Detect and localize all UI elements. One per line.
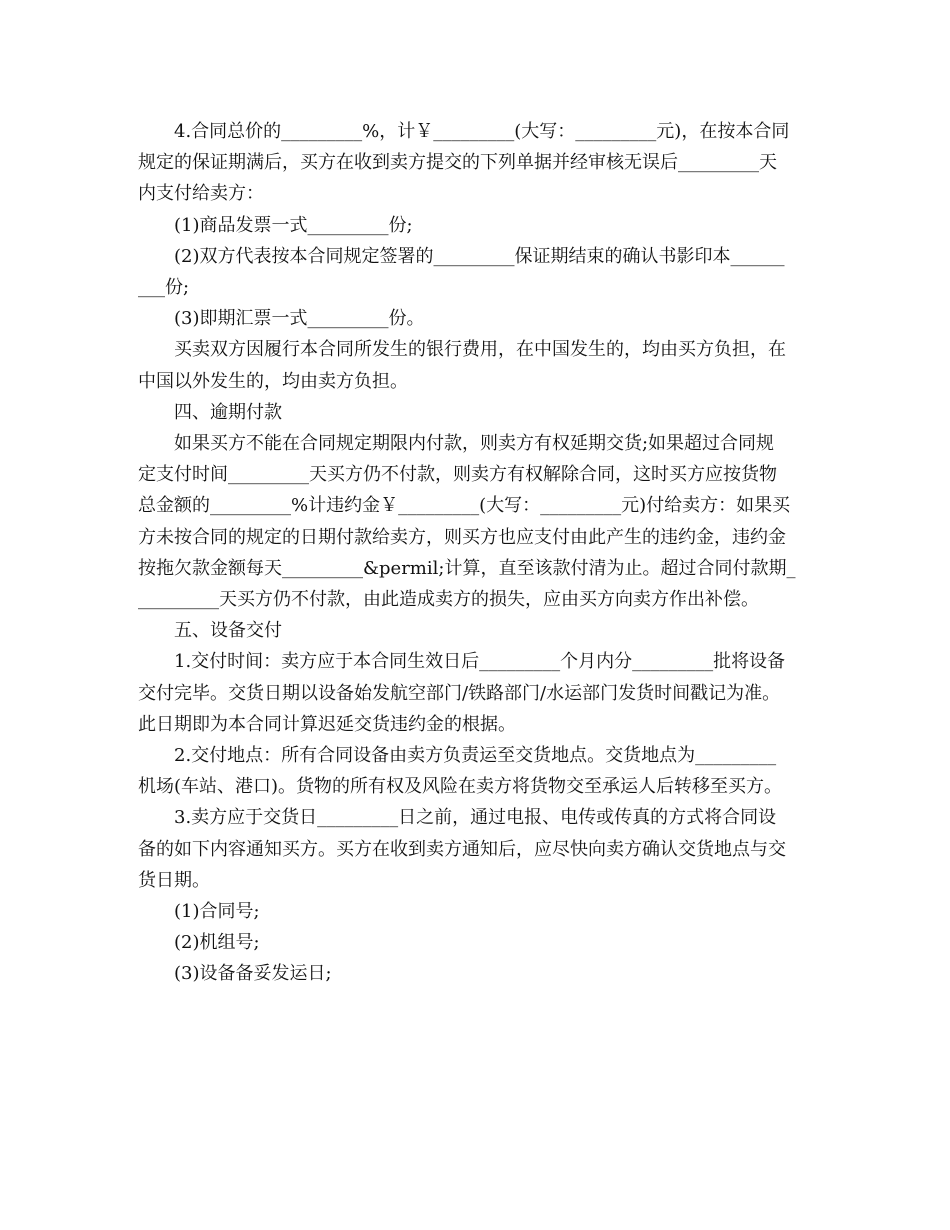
clause-4-total-price	[138, 116, 814, 210]
text-line: 内支付给卖方：	[138, 183, 264, 205]
delivery-notice	[138, 802, 814, 896]
text-line: (2)机组号;	[174, 932, 260, 954]
section-5-heading	[138, 615, 814, 646]
text-line: 此日期即为本合同计算迟延交货违约金的根据。	[138, 713, 516, 735]
text-line: 四、逾期付款	[174, 401, 282, 423]
item-1-invoice	[138, 210, 814, 241]
notice-item-1	[138, 896, 814, 927]
text-line: 定支付时间_________天买方仍不付款，则卖方有权解除合同，这时买方应按货物	[138, 464, 777, 486]
delivery-time	[138, 646, 814, 740]
delivery-place	[138, 740, 814, 802]
notice-item-2	[138, 927, 814, 958]
item-2-confirmation	[138, 241, 814, 303]
text-line: 按拖欠款金额每天_________&permil;计算，直至该款付清为止。超过合同付款期_	[138, 557, 796, 579]
text-line: 总金额的_________%计违约金￥_________(大写：_________元)付给卖方：如果买	[138, 495, 791, 517]
text-line: (3)即期汇票一式_________份。	[174, 308, 425, 330]
text-line: 货日期。	[138, 869, 210, 891]
notice-item-3	[138, 958, 814, 989]
text-line: 1.交付时间：卖方应于本合同生效日后_________个月内分_________批将设备	[174, 651, 786, 673]
text-line: 3.卖方应于交货日_________日之前，通过电报、电传或传真的方式将合同设	[174, 807, 777, 829]
document-body	[138, 116, 814, 990]
text-line: 备的如下内容通知买方。买方在收到卖方通知后，应尽快向卖方确认交货地点与交	[138, 838, 786, 860]
text-line: 2.交付地点：所有合同设备由卖方负责运至交货地点。交货地点为_________	[174, 745, 777, 767]
text-line: (3)设备备妥发运日;	[174, 963, 332, 985]
late-payment	[138, 428, 814, 615]
text-line: 交付完毕。交货日期以设备始发航空部门/铁路部门/水运部门发货时间戳记为准。	[138, 682, 781, 704]
text-line: (2)双方代表按本合同规定签署的_________保证期结束的确认书影印本______	[174, 245, 785, 267]
bank-fees	[138, 334, 814, 396]
text-line: 方未按合同的规定的日期付款给卖方，则买方也应支付由此产生的违约金，违约金	[138, 526, 786, 548]
text-line: ___份;	[138, 277, 190, 299]
text-line: 中国以外发生的，均由卖方负担。	[138, 370, 408, 392]
text-line: (1)商品发票一式_________份;	[174, 214, 413, 236]
text-line: 如果买方不能在合同规定期限内付款，则卖方有权延期交货;如果超过合同规	[174, 433, 775, 455]
text-line: (1)合同号;	[174, 901, 260, 923]
text-line: _________天买方仍不付款，由此造成卖方的损失，应由买方向卖方作出补偿。	[138, 589, 759, 611]
section-4-heading	[138, 397, 814, 428]
text-line: 4.合同总价的_________%，计￥_________(大写：_________元)，在按本合同	[174, 121, 790, 142]
text-line: 五、设备交付	[174, 620, 282, 642]
text-line: 规定的保证期满后，买方在收到卖方提交的下列单据并经审核无误后_________天	[138, 152, 777, 174]
text-line: 买卖双方因履行本合同所发生的银行费用，在中国发生的，均由买方负担，在	[174, 339, 786, 361]
item-3-draft	[138, 303, 814, 334]
text-line: 机场(车站、港口)。货物的所有权及风险在卖方将货物交至承运人后转移至买方。	[138, 776, 783, 798]
